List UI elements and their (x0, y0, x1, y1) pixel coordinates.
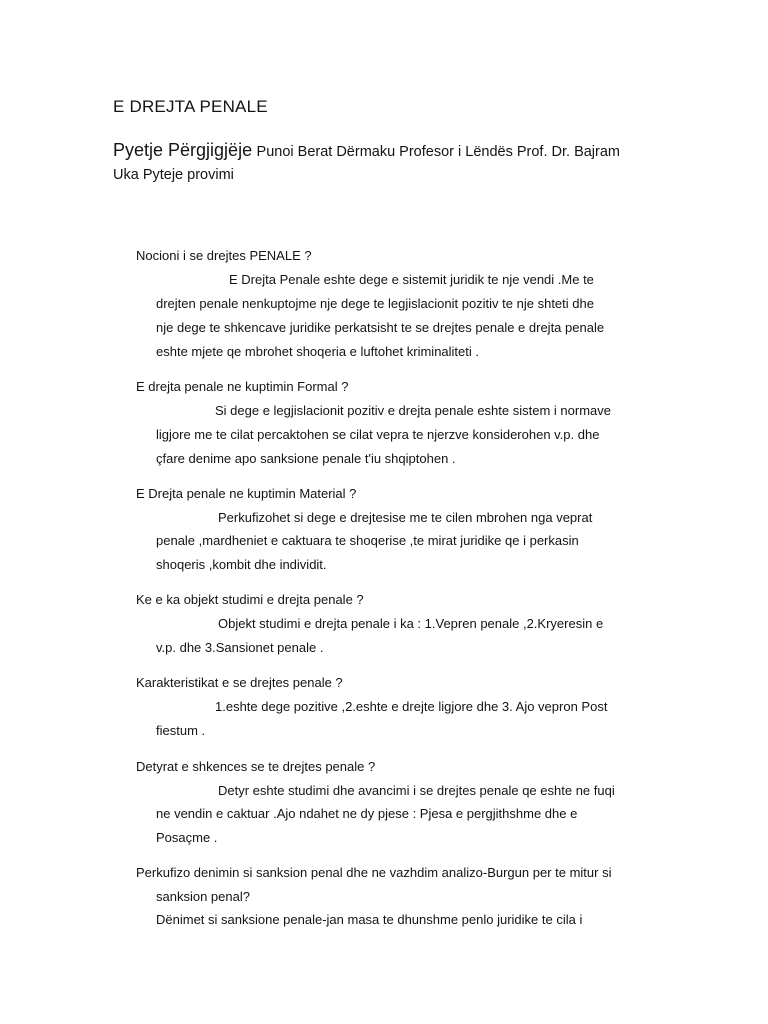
answer-6-line-1: Detyr eshte studimi dhe avancimi i se drejtes penale qe eshte ne fuqi (218, 783, 615, 798)
answer-1-line-1: E Drejta Penale eshte dege e sistemit juridik te nje vendi .Me te (229, 272, 594, 287)
answer-3-line-3: shoqeris ,kombit dhe individit. (156, 557, 327, 572)
question-2: E drejta penale ne kuptimin Formal ? (136, 379, 349, 394)
answer-6-line-3: Posaçme . (156, 830, 218, 845)
subtitle-line-2: Uka Pyteje provimi (113, 167, 234, 183)
answer-5-line-1: 1.eshte dege pozitive ,2.eshte e drejte ligjore dhe 3. Ajo vepron Post (215, 699, 608, 714)
answer-2-line-3: çfare denime apo sanksione penale t'iu shqiptohen . (156, 451, 456, 466)
answer-2-line-1: Si dege e legjislacionit pozitiv e drejta penale eshte sistem i normave (215, 403, 611, 418)
question-4: Ke e ka objekt studimi e drejta penale ? (136, 592, 364, 607)
answer-7-line-2: Dënimet si sanksione penale-jan masa te dhunshme penlo juridike te cila i (156, 912, 583, 927)
answer-1-line-2: drejten penale nenkuptojme nje dege te legjislacionit pozitiv te nje shteti dhe (156, 296, 594, 311)
question-5: Karakteristikat e se drejtes penale ? (136, 675, 343, 690)
subtitle-heading: Pyetje Përgjigjëje (113, 140, 253, 160)
answer-1-line-3: nje dege te shkencave juridike perkatsisht te se drejtes penale e drejta penale (156, 320, 605, 335)
answer-4-line-2: v.p. dhe 3.Sansionet penale . (156, 640, 324, 655)
question-3: E Drejta penale ne kuptimin Material ? (136, 486, 357, 501)
question-7: Perkufizo denimin si sanksion penal dhe ne vazhdim analizo-Burgun per te mitur si (136, 865, 612, 880)
answer-1-line-4: eshte mjete qe mbrohet shoqeria e luftohet kriminaliteti . (156, 344, 480, 359)
subtitle-line-1 (113, 140, 620, 161)
answer-7-line-1: sanksion penal? (156, 889, 250, 904)
answer-6-line-2: ne vendin e caktuar .Ajo ndahet ne dy pjese : Pjesa e pergjithshme dhe e (156, 806, 578, 821)
document-title: E DREJTA PENALE (113, 97, 268, 116)
answer-3-line-2: penale ,mardheniet e caktuara te shoqerise ,te mirat juridike qe i perkasin (156, 533, 579, 548)
answer-5-line-2: fiestum . (156, 723, 206, 738)
answer-4-line-1: Objekt studimi e drejta penale i ka : 1.Vepren penale ,2.Kryeresin e (218, 616, 604, 631)
subtitle-author-text: Punoi Berat Dërmaku Profesor i Lëndës Prof. Dr. Bajram (256, 144, 620, 160)
question-1: Nocioni i se drejtes PENALE ? (136, 248, 312, 263)
answer-3-line-1: Perkufizohet si dege e drejtesise me te cilen mbrohen nga veprat (218, 510, 593, 525)
answer-2-line-2: ligjore me te cilat percaktohen se cilat vepra te njerzve konsiderohen v.p. dhe (156, 427, 600, 442)
question-6: Detyrat e shkences se te drejtes penale ? (136, 759, 376, 774)
